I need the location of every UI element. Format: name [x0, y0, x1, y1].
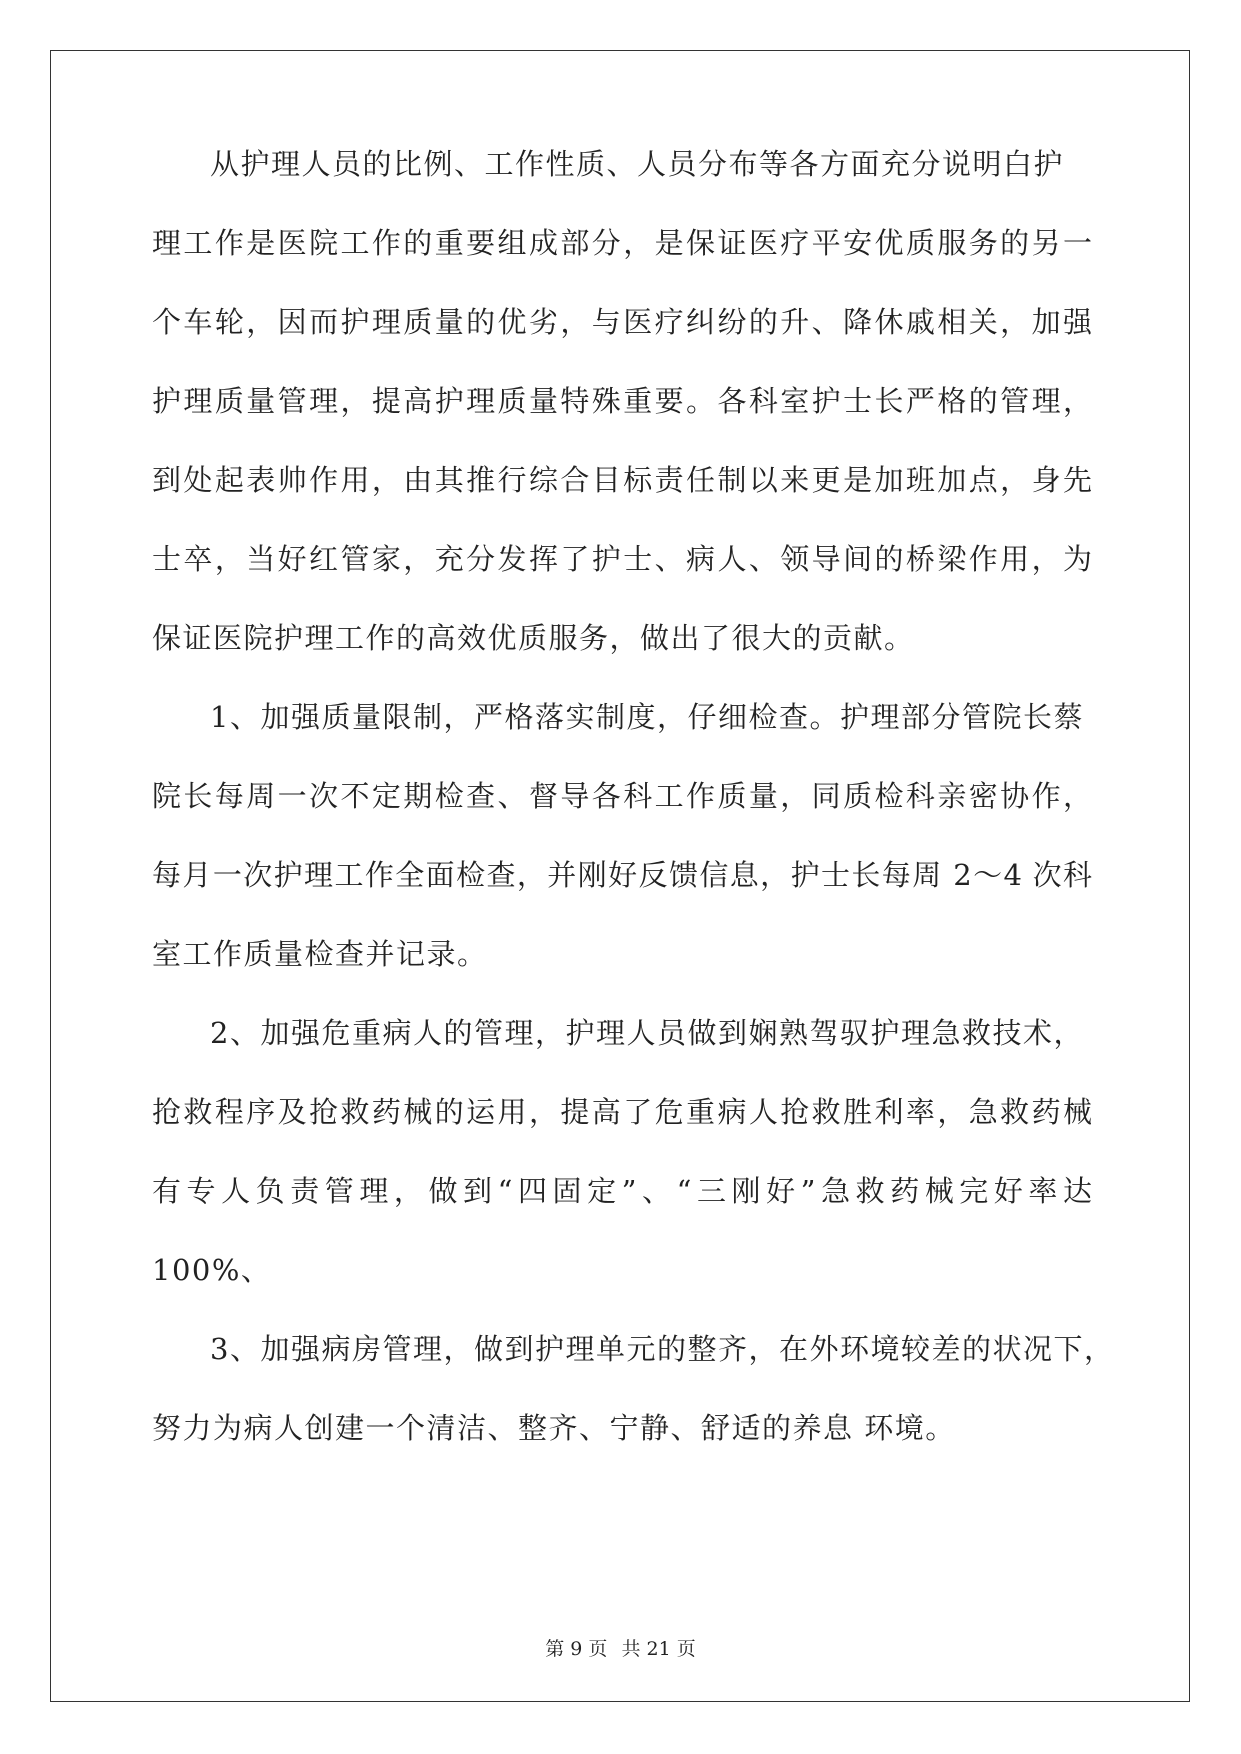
- paragraph-4-line-1: 3、加强病房管理，做到护理单元的整齐，在外环境较差的状况下，: [210, 1332, 1115, 1366]
- paragraph-1-line-1: 从护理人员的比例、工作性质、人员分布等各方面充分说明白护: [210, 147, 1065, 181]
- paragraph-1-line-6: 士卒，当好红管家，充分发挥了护士、病人、领导间的桥梁作用，为: [152, 542, 1092, 576]
- paragraph-1-line-2: 理工作是医院工作的重要组成部分，是保证医疗平安优质服务的另一: [152, 226, 1092, 260]
- paragraph-2-line-1: 1、加强质量限制，严格落实制度，仔细检查。护理部分管院长蔡: [210, 700, 1084, 734]
- total-pages: 共 21 页: [621, 1638, 696, 1660]
- paragraph-1-line-5: 到处起表帅作用，由其推行综合目标责任制以来更是加班加点，身先: [152, 463, 1092, 497]
- paragraph-3-line-3: 有专人负责管理，做到“四固定”、“三刚好”急救药械完好率达: [152, 1174, 1092, 1208]
- paragraph-1-line-4: 护理质量管理，提高护理质量特殊重要。各科室护士长严格的管理，: [152, 384, 1092, 418]
- page-number: 第 9 页: [545, 1638, 608, 1660]
- paragraph-2-line-2: 院长每周一次不定期检查、督导各科工作质量，同质检科亲密协作，: [152, 779, 1092, 813]
- document-body: [152, 147, 1115, 1493]
- paragraph-1-line-3: 个车轮，因而护理质量的优劣，与医疗纠纷的升、降休戚相关，加强: [152, 305, 1092, 339]
- paragraph-4-line-2: 努力为病人创建一个清洁、整齐、宁静、舒适的养息 环境。: [152, 1411, 956, 1445]
- paragraph-1-line-7: 保证医院护理工作的高效优质服务，做出了很大的贡献。: [152, 621, 915, 655]
- paragraph-3-line-4: 100%、: [152, 1253, 272, 1287]
- paragraph-3-line-1: 2、加强危重病人的管理，护理人员做到娴熟驾驭护理急救技术，: [210, 1016, 1084, 1050]
- paragraph-2-line-3: 每月一次护理工作全面检查，并刚好反馈信息，护士长每周 2～4 次科: [152, 858, 1092, 892]
- paragraph-2-line-4: 室工作质量检查并记录。: [152, 937, 488, 971]
- page-footer: [0, 1634, 1241, 1661]
- paragraph-3-line-2: 抢救程序及抢救药械的运用，提高了危重病人抢救胜利率，急救药械: [152, 1095, 1092, 1129]
